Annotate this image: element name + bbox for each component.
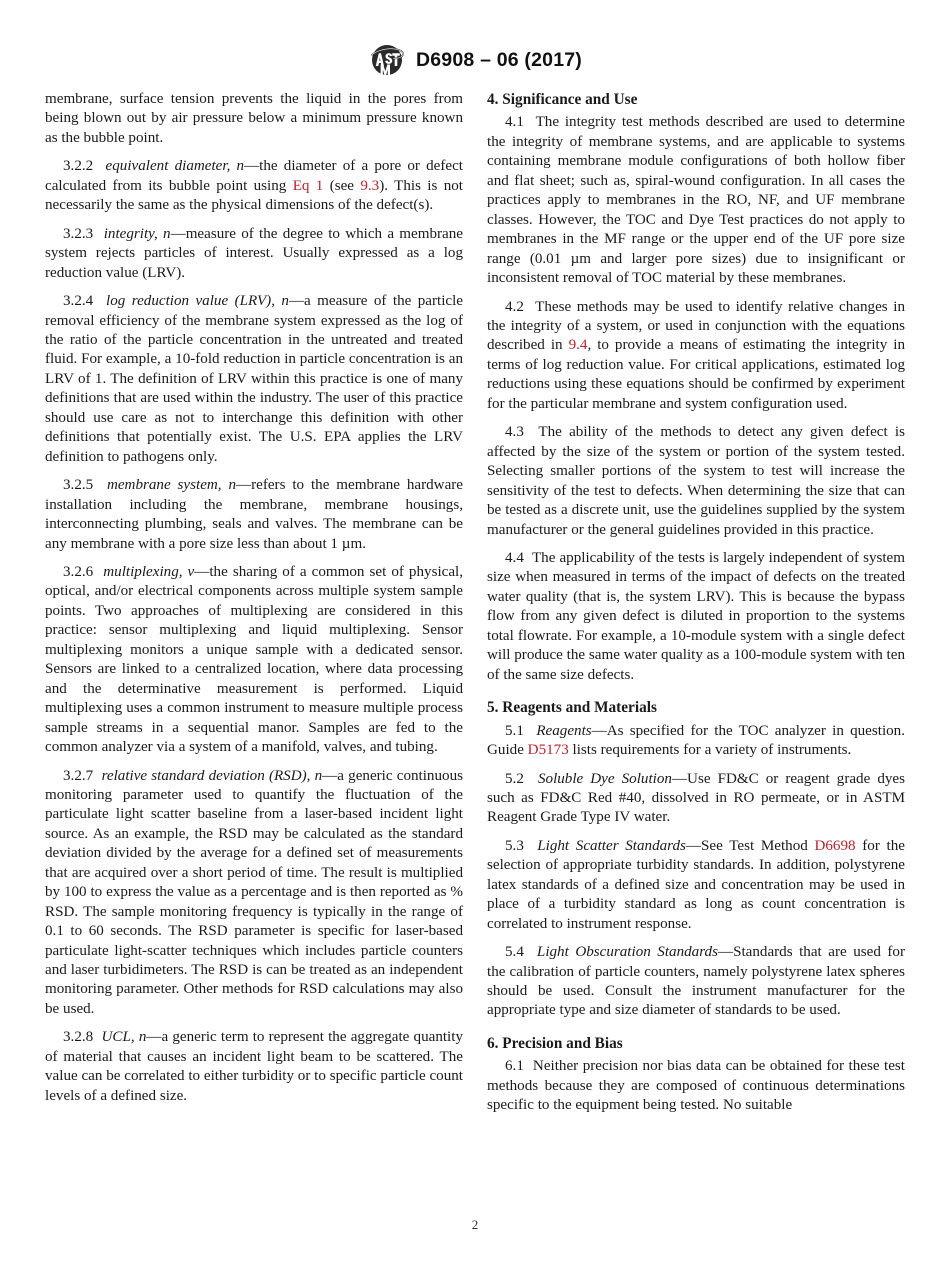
cross-reference-link-9-3[interactable]: 9.3 (360, 177, 380, 194)
paragraph-4-4 (487, 549, 905, 685)
paragraph-3-2-5 (45, 476, 463, 554)
paragraph-text: These methods may be used to identify relative changes in the integrity of a system, or used in conjunction with the equations described in (487, 298, 906, 354)
paragraph-text: —measure of the degree to which a membrane system rejects particles of interest. Usually expressed as a log reduction value (LRV). (45, 225, 464, 281)
paragraph-number: 3.2.2 (63, 158, 94, 175)
section-heading: 4. Significance and Use (487, 91, 638, 108)
defined-term: equivalent diameter, n (105, 158, 245, 175)
paragraph-6-1 (487, 1057, 905, 1115)
paragraph-4-3 (487, 423, 905, 540)
cross-reference-link-eq1[interactable]: Eq 1 (292, 177, 324, 194)
section-significance-and-use (487, 90, 905, 685)
paragraph-text: —a generic continuous monitoring parameter used to quantify the fluctuation of the particulate light scatter baseline from a laser-based incident light source. As an example, the RSD may be calculated as the standard deviation divided by the average for a defined set of measurements that are acquired over a short period of time. The result is multiplied by 100 to express the value as a percentage and is then reported as % RSD. The sample monitoring frequency is typically in the range of 0.1 to 60 seconds. The RSD parameter is specific for laser-based particulate light-scatter techniques which includes particle counters and laser turbidimeters. The RSD is can be treated as an independent monitoring parameter. Other methods for RSD calculations may also be used. (45, 767, 463, 1017)
section-precision-and-bias (487, 1034, 905, 1116)
cross-reference-link-d5173[interactable]: D5173 (527, 742, 569, 759)
paragraph-text-tail: ). This is not necessarily the same as the physical dimensions of the defect(s). (45, 177, 463, 214)
paragraph-number: 3.2.8 (63, 1029, 94, 1046)
paragraph-text-tail: for the selection of appropriate turbidity standards. In addition, polystyrene latex standards of a defined size and concentration may be used in place of a turbidity standard as long as count concentration is correlated to instrument response. (487, 837, 905, 932)
defined-term: UCL, n (101, 1029, 147, 1046)
paragraph-3-2-7 (45, 767, 463, 1020)
right-column (487, 90, 905, 1200)
paragraph-text: Neither precision nor bias data can be obtained for these test methods because they are composed of continuous determinations specific to the equipment being tested. No suitable (487, 1058, 906, 1114)
paragraph-text-tail: , to provide a means of estimating the integrity in terms of log reduction value. For critical applications, estimated log reductions using these equations should be confirmed by experiment for the particular membrane and system configuration used. (487, 337, 905, 412)
paragraph-text: membrane, surface tension prevents the liquid in the pores from being blown out by air pressure below a minimum pressure known as the bubble point. (45, 91, 463, 146)
defined-term: Light Obscuration Standards (536, 944, 718, 961)
page-header (0, 42, 950, 78)
paragraph-text: —the sharing of a common set of physical, optical, and/or electrical components across multiple system sample points. Two approaches of multiplexing are considered in this practice: sensor multiplexing and liquid multiplexing. Sensor multiplexing monitors a unique sample with a dedicated sensor. Sensors are linked to a centralized location, where data processing and the determinative measurement is performed. Liquid multiplexing uses a common instrument to measure multiple process sample streams in a sequential manor. Samples are fed to the common analyzer via a system of a manifold, valves, and tubing. (45, 563, 464, 756)
paragraph-number: 4.4 (505, 549, 524, 566)
paragraph-text-tail: lists requirements for a variety of instruments. (568, 742, 852, 759)
paragraph-3-2-4 (45, 292, 463, 467)
defined-term: integrity, n (103, 225, 171, 242)
paragraph-3-2-6 (45, 563, 463, 758)
page-footer (0, 1216, 950, 1234)
paragraph-number: 6.1 (505, 1058, 524, 1075)
paragraph-text-middle: (see (323, 177, 361, 194)
paragraph-number: 5.4 (505, 944, 524, 961)
paragraph-number: 3.2.5 (63, 477, 94, 494)
defined-term: Reagents (536, 722, 592, 739)
paragraph-text: —the diameter of a pore or defect calculated from its bubble point using (45, 158, 463, 194)
paragraph-continued (45, 90, 463, 148)
paragraph-number: 4.3 (505, 424, 524, 441)
paragraph-number: 3.2.7 (63, 767, 94, 784)
paragraph-number: 3.2.6 (63, 563, 94, 580)
paragraph-5-2 (487, 770, 905, 828)
section-heading: 6. Precision and Bias (487, 1034, 623, 1052)
cross-reference-link-d6698[interactable]: D6698 (814, 837, 856, 854)
paragraph-text: —a measure of the particle removal efficiency of the membrane system expressed as the log of the ratio of the particle concentration in the untreated and treated fluid. For example, a 10-fold reduction in particle concentration is an LRV of 1. The definition of LRV within this practice is one of many definitions that are used within the industry. The user of this practice should use care as not to interchange this definition with other definitions that potentially exist. The U.S. EPA applies the LRV definition to pathogens only. (45, 293, 464, 465)
page-number: 2 (471, 1217, 479, 1232)
paragraph-number: 4.1 (505, 114, 524, 131)
section-reagents-and-materials (487, 698, 905, 1021)
paragraph-number: 5.1 (505, 722, 524, 739)
paragraph-3-2-3 (45, 225, 463, 283)
defined-term: Soluble Dye Solution (537, 770, 672, 787)
paragraph-5-3 (487, 837, 905, 934)
document-designation: D6908 – 06 (2017) (415, 48, 583, 71)
paragraph-text: —Use FD&C or reagent grade dyes such as FD&C Red #40, dissolved in RO permeate, or in ASTM Reagent Grade Type IV water. (487, 770, 906, 826)
paragraph-3-2-2 (45, 157, 463, 215)
paragraph-number: 3.2.3 (63, 225, 94, 242)
cross-reference-link-9-4[interactable]: 9.4 (568, 337, 588, 354)
paragraph-text: The ability of the methods to detect any given defect is affected by the size of the system or portion of the system tested. Selecting smaller portions of the system to test will increase the sensitivity of the test to defects. When determining the size that can be tested as a discrete unit, use the guidelines supplied by the system manufacturer or the general guidelines provided in this practice. (487, 424, 905, 538)
paragraph-5-4 (487, 943, 905, 1021)
paragraph-5-1 (487, 722, 905, 761)
astm-logo-icon (368, 42, 406, 78)
section-heading: 5. Reagents and Materials (487, 699, 657, 717)
defined-term: log reduction value (LRV), n (106, 293, 289, 310)
paragraph-4-1 (487, 113, 905, 288)
defined-term: membrane system, n (106, 477, 236, 494)
paragraph-number: 5.2 (505, 770, 524, 787)
paragraph-text: The applicability of the tests is largely independent of system size when measured in terms of the impact of defects on the treated water quality (that is, the system LRV). This is because the bypass flow from any given defect is diluted in proportion to the systems total flowrate. For example, a 10-module system with a single defect will produce the same water quality as a 100-module system with ten of the same size defects. (487, 549, 905, 683)
paragraph-text: The integrity test methods described are used to determine the integrity of membrane systems, and are applicable to systems containing membrane module configurations of both hollow fiber and flat sheet; such as, spiral-wound configuration. In all cases the practices apply to membranes in the RO, NF, and UF membrane classes. However, the TOC and Dye Test practices do not apply to membranes in the MF range or the upper end of the UF pore size range (0.01 µm and larger pore sizes) due to insignificant or inconsistent removal of TOC material by these membranes. (487, 114, 905, 287)
paragraph-number: 5.3 (505, 837, 524, 854)
paragraph-4-2 (487, 298, 905, 415)
paragraph-text: —Standards that are used for the calibration of particle counters, namely polystyrene latex spheres should be used. Consult the instrument manufacturer for the appropriate type and size diameter of standards to be used. (487, 944, 905, 1019)
paragraph-text: —a generic term to represent the aggregate quantity of material that causes an incident light beam to be scattered. The value can be correlated to either turbidity or to specific particle count levels of a defined size. (45, 1029, 463, 1104)
paragraph-text: —As specified for the TOC analyzer in question. Guide (487, 722, 906, 759)
paragraph-3-2-8 (45, 1028, 463, 1106)
paragraph-text: —refers to the membrane hardware installation including the membrane, membrane housings, interconnecting plumbing, seals and valves. The membrane can be any membrane with a pore size less than about 1 µm. (45, 477, 463, 552)
paragraph-number: 3.2.4 (63, 293, 94, 310)
left-column (45, 90, 463, 1200)
paragraph-text: —See Test Method (685, 837, 815, 854)
two-column-body (45, 90, 905, 1200)
defined-term: relative standard deviation (RSD), n (101, 767, 323, 784)
paragraph-number: 4.2 (505, 298, 524, 315)
defined-term: multiplexing, v (103, 563, 195, 580)
defined-term: Light Scatter Standards (537, 837, 686, 854)
